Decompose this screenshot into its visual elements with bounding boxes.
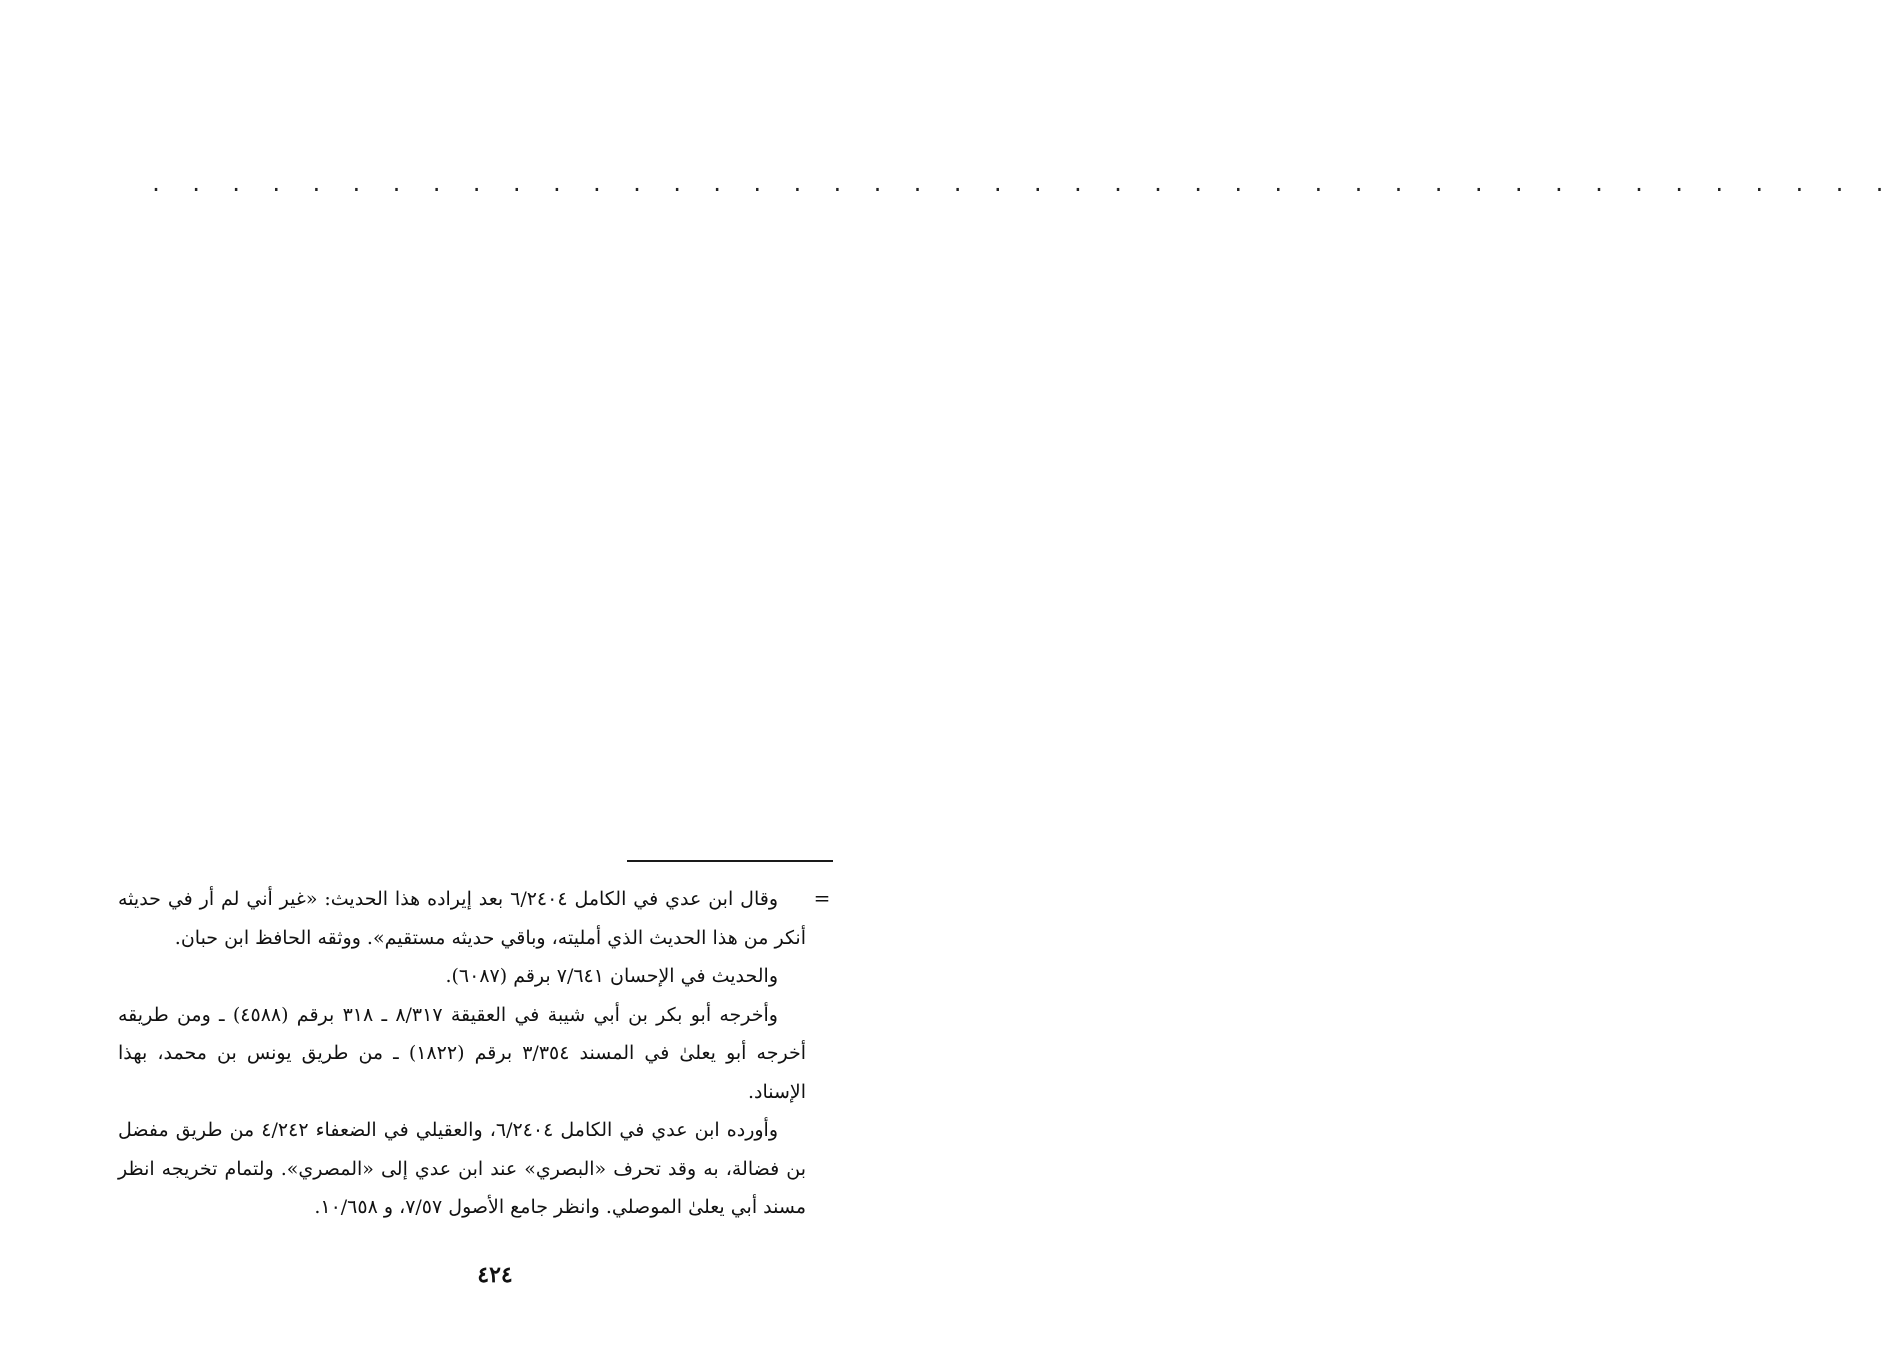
separator-dots: . . . . . . . . . . . . . . . . . . . . . . . . . . . . . . . . . . . . . . . . . . . . — [150, 172, 1894, 196]
footnote-paragraph-1: وقال ابن عدي في الكامل ٦/٢٤٠٤ بعد إيراده هذا الحديث: «غير أني لم أر في حديثه أنكر من هذا الحديث الذي أمليته، وباقي حديثه مستقيم». ووثقه الحافظ ابن حبان. — [118, 888, 806, 949]
page-number: ٤٢٤ — [477, 1262, 513, 1288]
footnote-rule — [627, 860, 833, 862]
continuation-mark: = — [813, 886, 831, 910]
footnote-paragraph-2: والحديث في الإحسان ٧/٦٤١ برقم (٦٠٨٧). — [445, 965, 778, 987]
footnote-block — [118, 880, 806, 1227]
footnote-paragraph-3: وأخرجه أبو بكر بن أبي شيبة في العقيقة ٨/٣١٧ ـ ٣١٨ برقم (٤٥٨٨) ـ ومن طريقه أخرجه أبو يعلىٰ في المسند ٣/٣٥٤ برقم (١٨٢٢) ـ من طريق يونس بن محمد، بهذا الإسناد. — [118, 1003, 806, 1103]
footnote-paragraph-4: وأورده ابن عدي في الكامل ٦/٢٤٠٤، والعقيلي في الضعفاء ٤/٢٤٢ من طريق مفضل بن فضالة، به وقد تحرف «البصري» عند ابن عدي إلى «المصري». ولتمام تخريجه انظر مسند أبي يعلىٰ الموصلي. وانظر جامع الأصول ٧/٥٧، و ١٠/٦٥٨. — [118, 1119, 806, 1218]
